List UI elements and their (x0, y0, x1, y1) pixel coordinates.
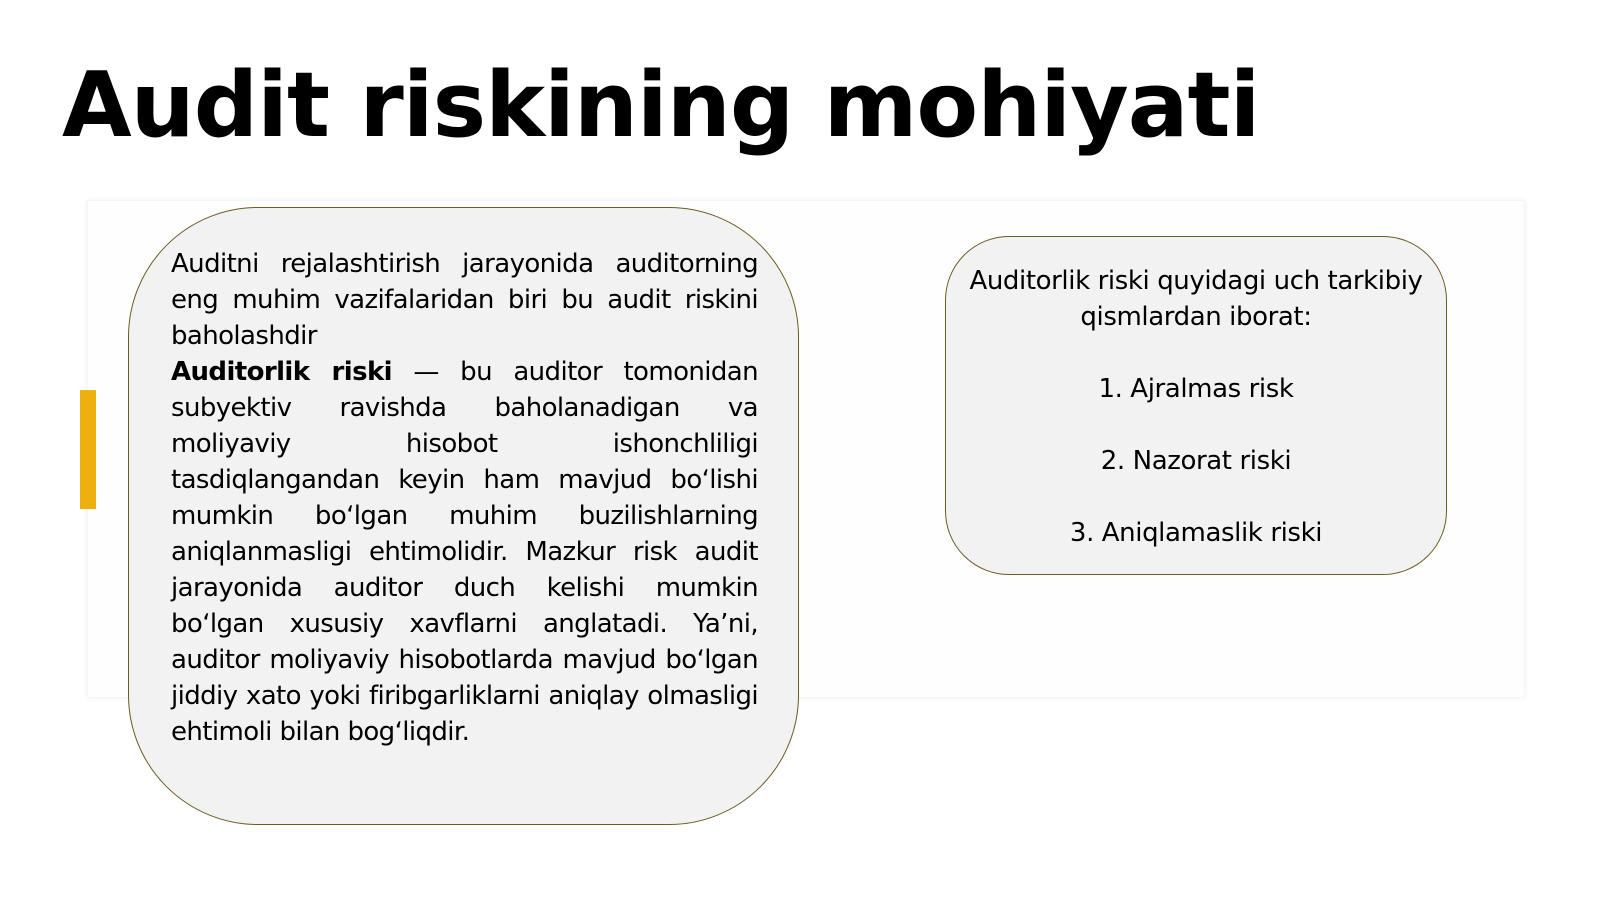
definition-explanation: — bu auditor tomonidan subyektiv ravishda baholanadigan va moliyaviy hisobot ishonchliligi tasdiqlangandan keyin ham mavjud boʻlishi mumkin boʻlgan muhim buzilishlarning aniqlanmasligi ehtimolidir. Mazkur risk audit jarayonida auditor duch kelishi mumkin boʻlgan xususiy xavflarni anglatadi. Yaʼni, auditor moliyaviy hisobotlarda mavjud boʻlgan jiddiy xato yoki firibgarliklarni aniqlay olmasligi ehtimoli bilan bogʻliqdir. (171, 357, 759, 747)
components-card (945, 236, 1447, 575)
definition-intro: Auditni rejalashtirish jarayonida auditorning eng muhim vazifalaridan biri bu audit riskini baholashdir (171, 249, 758, 351)
definition-text (171, 246, 758, 750)
components-intro: Auditorlik riski quyidagi uch tarkibiy qismlardan iborat: (969, 266, 1423, 332)
definition-term: Auditorlik riski (171, 357, 392, 387)
slide-title: Audit riskining mohiyati (62, 53, 1260, 158)
component-item-detection-risk: 3. Aniqlamaslik riski (1069, 518, 1323, 548)
component-item-inherent-risk: 1. Ajralmas risk (1098, 374, 1294, 404)
components-list (946, 371, 1446, 551)
definition-body (171, 354, 758, 750)
component-item-control-risk: 2. Nazorat riski (1100, 446, 1292, 476)
accent-bar (80, 390, 96, 509)
